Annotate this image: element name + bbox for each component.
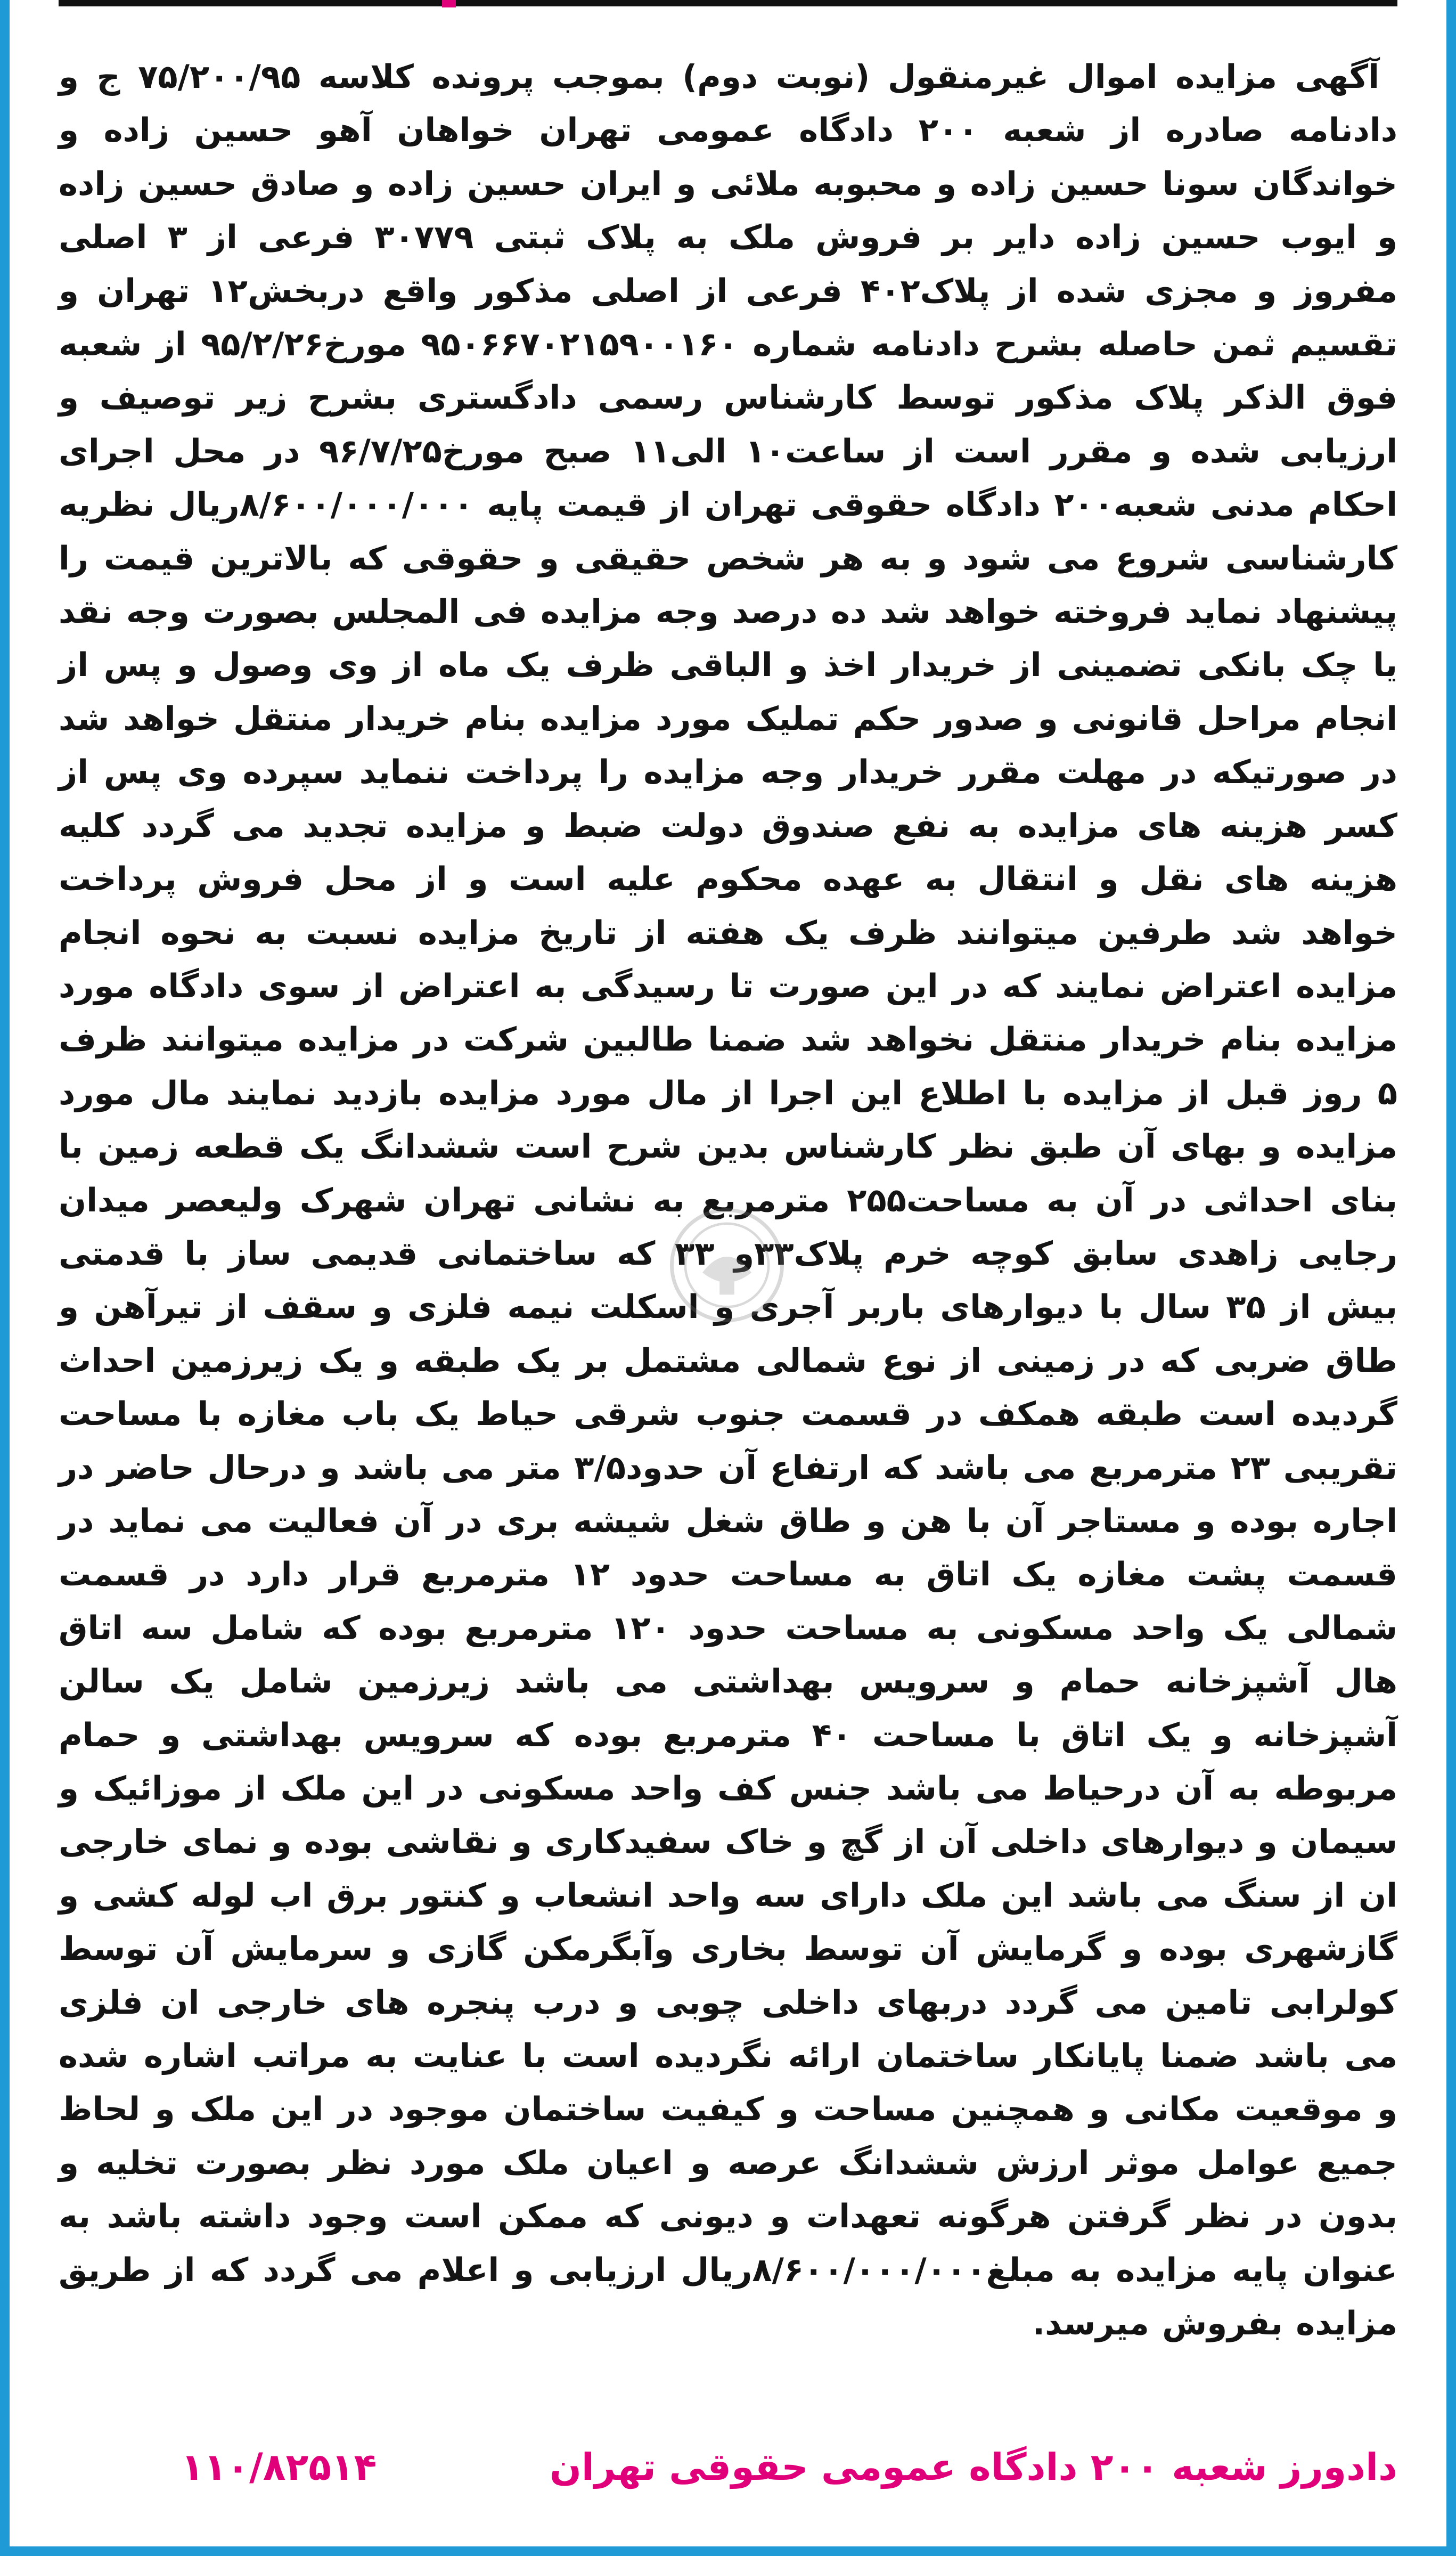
top-rule [59,0,1397,6]
auction-notice [59,51,1397,2350]
notice-body-text: آگهی مزایده اموال غیرمنقول (نوبت دوم) بموجب پرونده کلاسه ۷۵/۲۰۰/۹۵ ج و دادنامه صادره از شعبه ۲۰۰ دادگاه عمومی تهران خواهان آهو حسین زاده و خواندگان سونا حسین زاده و محبوبه ملائی و ایران حسین زاده و صادق حسین زاده و ایوب حسین زاده دایر بر فروش ملک به پلاک ثبتی ۳۰۷۷۹ فرعی از ۳ اصلی مفروز و مجزی شده از پلاک۴۰۲ فرعی از اصلی مذکور واقع دربخش۱۲ تهران و تقسیم ثمن حاصله بشرح دادنامه شماره ۹۵۰۶۶۷۰۲۱۵۹۰۰۱۶۰ مورخ۹۵/۲/۲۶ از شعبه فوق الذکر پلاک مذکور توسط کارشناس رسمی دادگستری بشرح زیر توصیف و ارزیابی شده و مقرر است از ساعت۱۰ الی۱۱ صبح مورخ۹۶/۷/۲۵ در محل اجرای احکام مدنی شعبه۲۰۰ دادگاه حقوقی تهران از قیمت پایه ۸/۶۰۰/۰۰۰/۰۰۰ریال نظریه کارشناسی شروع می شود و به هر شخص حقیقی و حقوقی که بالاترین قیمت را پیشنهاد نماید فروخته خواهد شد ده درصد وجه مزایده فی المجلس بصورت وجه نقد یا چک بانکی تضمینی از خریدار اخذ و الباقی ظرف یک ماه از وی وصول و پس از انجام مراحل قانونی و صدور حکم تملیک مورد مزایده بنام خریدار منتقل خواهد شد در صورتیکه در مهلت مقرر خریدار وجه مزایده را پرداخت ننماید سپرده وی پس از کسر هزینه های مزایده به نفع صندوق دولت ضبط و مزایده تجدید می گردد کلیه هزینه های نقل و انتقال به عهده محکوم علیه است و از محل فروش پرداخت خواهد شد طرفین میتوانند ظرف یک هفته از تاریخ مزایده نسبت به نحوه انجام مزایده اعتراض نمایند که در این صورت تا رسیدگی به اعتراض از سوی دادگاه مورد مزایده بنام خریدار منتقل نخواهد شد ضمنا طالبین شرکت در مزایده میتوانند ظرف ۵ روز قبل از مزایده با اطلاع این اجرا از مال مورد مزایده بازدید نمایند مال مورد مزایده و بهای آن طبق نظر کارشناس بدین شرح است ششدانگ یک قطعه زمین با بنای احداثی در آن به مساحت۲۵۵ مترمربع به نشانی تهران شهرک ولیعصر میدان رجایی زاهدی سابق کوچه خرم پلاک۳۳و ۳۳ که ساختمانی قدیمی ساز با قدمتی بیش از ۳۵ سال با دیوارهای باربر آجری و اسکلت نیمه فلزی و سقف از تیرآهن و طاق ضربی که در زمینی از نوع شمالی مشتمل بر یک طبقه و یک زیرزمین احداث گردیده است طبقه همکف در قسمت جنوب شرقی حیاط یک باب مغازه با مساحت تقریبی ۲۳ مترمربع می باشد که ارتفاع آن حدود۳/۵ متر می باشد و درحال حاضر در اجاره بوده و مستاجر آن با هن و طاق شغل شیشه بری در آن فعالیت می نماید در قسمت پشت مغازه یک اتاق به مساحت حدود ۱۲ مترمربع قرار دارد در قسمت شمالی یک واحد مسکونی به مساحت حدود ۱۲۰ مترمربع بوده که شامل سه اتاق هال آشپزخانه حمام و سرویس بهداشتی می باشد زیرزمین شامل یک سالن آشپزخانه و یک اتاق با مساحت ۴۰ مترمربع بوده که سرویس بهداشتی و حمام مربوطه به آن درحیاط می باشد جنس کف واحد مسکونی در این ملک از موزائیک و سیمان و دیوارهای داخلی آن از گچ و خاک سفیدکاری و نقاشی بوده و نمای خارجی ان از سنگ می باشد این ملک دارای سه واحد انشعاب و کنتور برق اب لوله کشی و گازشهری بوده و گرمایش آن توسط بخاری وآبگرمکن گازی و سرمایش آن توسط کولرابی تامین می گردد دربهای داخلی چوبی و درب پنجره های خارجی ان فلزی می باشد ضمنا پایانکار ساختمان ارائه نگردیده است با عنایت به مراتب اشاره شده و موقعیت مکانی و همچنین مساحت و کیفیت ساختمان موجود در این ملک و لحاظ جمیع عوامل موثر ارزش ششدانگ عرصه و اعیان ملک مورد نظر بصورت تخلیه و بدون در نظر گرفتن هرگونه تعهدات و دیونی که ممکن است وجود داشته باشد به عنوان پایه مزایده به مبلغ۸/۶۰۰/۰۰۰/۰۰۰ریال ارزیابی و اعلام می گردد که از طریق مزایده بفروش میرسد. [59,58,1398,2343]
issuer-signature: دادورز شعبه ۲۰۰ دادگاه عمومی حقوقی تهران [550,2445,1397,2489]
notice-footer [59,2445,1397,2509]
top-accent-mark [442,0,456,7]
reference-number: ۱۱۰/۸۲۵۱۴ [181,2445,377,2489]
stamp-icon [666,1204,788,1326]
